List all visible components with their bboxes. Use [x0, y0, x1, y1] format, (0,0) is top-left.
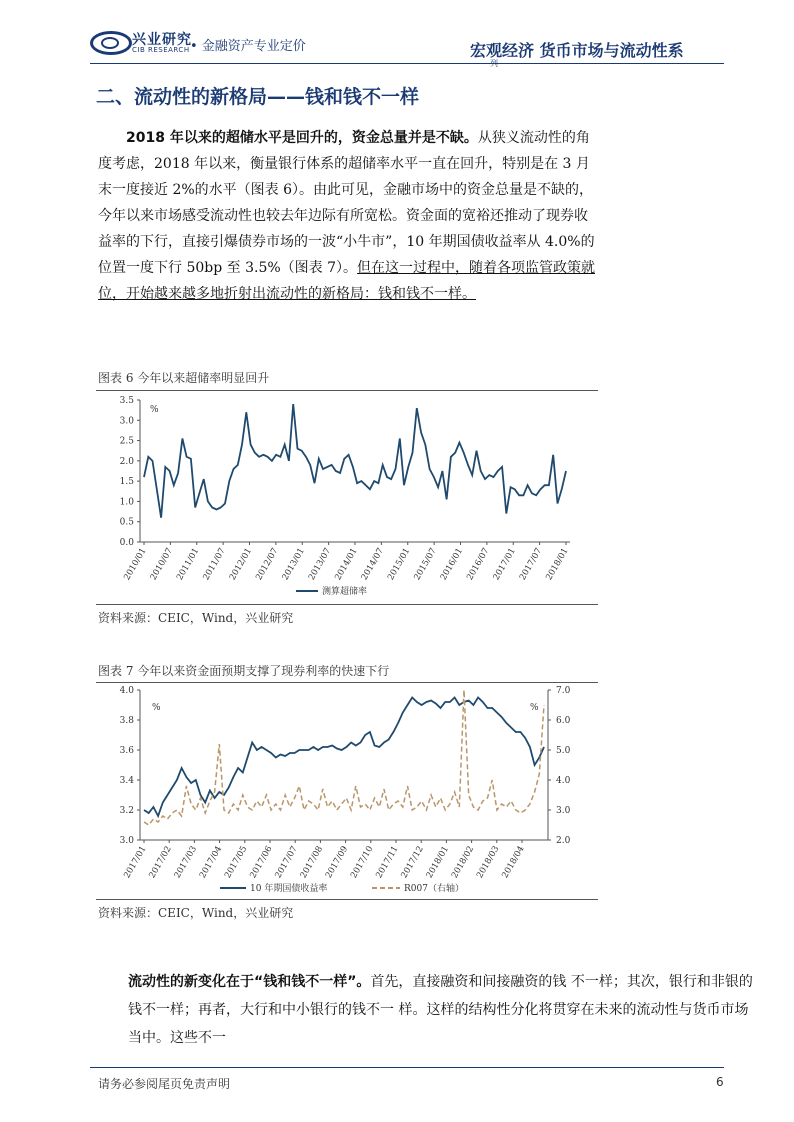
chart6-y-tick-label: 0.0: [119, 538, 134, 548]
chart6-x-tick-label: 2017/07: [517, 546, 545, 583]
chart7-top-rule: [96, 682, 598, 683]
chart7-x-tick-label: 2017/10: [349, 844, 376, 881]
section-heading: 二、流动性的新格局——钱和钱不一样: [96, 86, 420, 108]
chart6-y-tick-label: 2.5: [119, 436, 134, 447]
paragraph-2-lead: 流动性的新变化在于“钱和钱不一样”。: [128, 974, 371, 990]
chart7: [96, 684, 598, 899]
chart7-left-tick-label: 3.0: [119, 836, 134, 846]
chart6-y-tick-label: 1.5: [119, 477, 134, 488]
chart6-x-tick-label: 2013/07: [306, 546, 334, 583]
chart7-left-tick-label: 3.8: [119, 716, 134, 726]
chart7-left-unit-label: %: [152, 703, 161, 713]
chart6-y-tick-label: 3.5: [119, 396, 134, 406]
chart7-legend-label-r007: R007（右轴）: [404, 884, 464, 894]
chart7-x-tick-label: 2017/08: [298, 844, 325, 881]
chart6-top-rule: [96, 390, 598, 391]
chart6-x-tick-label: 2014/07: [359, 546, 386, 583]
chart7-right-tick-label: 6.0: [556, 716, 571, 726]
chart6-x-tick-label: 2013/01: [280, 546, 307, 583]
chart6-x-tick-label: 2011/01: [175, 546, 202, 583]
chart6-unit-label: %: [150, 405, 159, 415]
logo-en: CIB RESEARCH: [132, 46, 190, 54]
chart7-left-tick-label: 4.0: [119, 686, 134, 696]
footer-rule: [90, 1067, 724, 1068]
header-tagline: • 金融资产专业定价: [190, 39, 306, 54]
chart6-x-tick-label: 2015/01: [386, 546, 413, 583]
chart6-x-tick-label: 2012/07: [254, 546, 281, 583]
chart6-x-tick-label: 2018/01: [544, 546, 571, 583]
chart6-y-tick-label: 2.0: [119, 456, 134, 467]
chart7-x-tick-label: 2018/04: [500, 844, 527, 881]
chart7-right-tick-label: 3.0: [556, 806, 571, 816]
chart7-legend-label-10y: 10 年期国债收益率: [250, 884, 328, 894]
chart6-x-tick-label: 2012/01: [227, 546, 255, 583]
paragraph-2-body: 首先，直接融资和间接融资的钱 不一样；其次，银行和非银的钱不一样；再者，大行和中小银行的钱不一 样。这样的结构性分化将贯穿在未来的流动性与货币市场当中。这些不一: [128, 974, 753, 1046]
chart6-source: 资料来源：CEIC，Wind，兴业研究: [98, 611, 294, 625]
footer-disclaimer: 请务必参阅尾页免责声明: [98, 1077, 231, 1091]
chart7-right-tick-label: 2.0: [556, 836, 571, 846]
chart6-x-tick-label: 2014/01: [333, 546, 360, 583]
chart6-x-tick-label: 2016/01: [438, 546, 466, 583]
chart7-series-10y-line: [144, 698, 544, 817]
header-section: 宏观经济 货币市场与流动性系: [470, 41, 684, 60]
chart6-x-tick-label: 2015/07: [412, 546, 439, 583]
chart7-x-tick-label: 2017/01: [122, 844, 149, 881]
chart6-x-tick-label: 2010/07: [148, 546, 175, 583]
chart6-y-tick-label: 3.0: [119, 416, 134, 427]
chart7-x-tick-label: 2017/02: [147, 844, 174, 881]
chart7-x-tick-label: 2018/01: [424, 844, 451, 881]
chart6-caption: 图表 6 今年以来超储率明显回升: [98, 371, 270, 385]
page-number: 6: [716, 1075, 724, 1089]
chart7-x-tick-label: 2017/12: [399, 844, 426, 881]
chart6-bottom-rule: [96, 604, 598, 605]
chart6-x-tick-label: 2010/01: [122, 546, 149, 583]
chart6-series-line: [144, 404, 566, 518]
chart7-caption: 图表 7 今年以来资金面预期支撑了现券利率的快速下行: [98, 664, 390, 678]
header-rule: [90, 63, 724, 64]
chart6-plot: [120, 396, 571, 597]
chart7-x-tick-label: 2017/06: [248, 844, 275, 881]
chart7-x-tick-label: 2017/09: [323, 844, 351, 881]
chart7-x-tick-label: 2017/07: [273, 844, 300, 881]
chart6: [96, 392, 598, 604]
logo-name: 兴业研究: [132, 32, 192, 48]
chart7-x-tick-label: 2017/05: [223, 844, 250, 881]
chart6-x-tick-label: 2011/07: [201, 546, 228, 583]
paragraph-1: [98, 125, 598, 307]
chart7-left-tick-label: 3.6: [119, 746, 134, 756]
chart7-right-tick-label: 7.0: [556, 686, 571, 696]
paragraph-2: [128, 968, 758, 1052]
paragraph-1-underlined: 但在这一过程中，随着各项监管政策就位，开始越来越多地折射出流动性的新格局：钱和钱不一样。: [98, 260, 596, 302]
chart7-x-tick-label: 2017/04: [197, 844, 225, 881]
chart7-x-tick-label: 2018/03: [475, 844, 502, 881]
chart7-right-unit-label: %: [530, 703, 539, 713]
chart6-legend-label: 测算超储率: [322, 587, 368, 597]
chart6-x-tick-label: 2017/01: [491, 546, 518, 583]
chart7-series-r007-line: [144, 690, 544, 825]
paragraph-1-body: 从狭义流动性的角度考虑，2018 年以来，衡量银行体系的超储率水平一直在回升，特别是在 3 月末一度接近 2%的水平（图表 6）。由此可见，金融市场中的资金总量是不缺的，今年以来市场感受流动性也较去年边际有所宽松。资金面的宽裕还推动了现券收益率的下行，直接引爆债券市场的一波“小牛市”，10 年期国债收益率从 4.0%的位置一度下行 50bp 至 3.5%（图表 7）。: [98, 130, 595, 276]
chart7-right-tick-label: 4.0: [556, 776, 571, 786]
logo-mark: [90, 31, 132, 55]
chart7-left-tick-label: 3.4: [119, 776, 134, 786]
chart7-bottom-rule: [96, 899, 598, 900]
chart7-x-tick-label: 2018/02: [449, 844, 477, 881]
chart6-y-tick-label: 1.0: [119, 497, 134, 508]
chart7-source: 资料来源：CEIC，Wind，兴业研究: [98, 906, 294, 920]
chart7-x-tick-label: 2017/11: [374, 844, 401, 881]
chart7-plot: [120, 686, 571, 894]
chart6-x-tick-label: 2016/07: [465, 546, 492, 583]
paragraph-1-lead: 2018 年以来的超储水平是回升的，资金总量并是不缺。: [126, 130, 478, 146]
chart6-y-tick-label: 0.5: [119, 517, 134, 528]
chart7-left-tick-label: 3.2: [119, 806, 134, 816]
chart7-x-tick-label: 2017/03: [172, 844, 199, 881]
chart7-right-tick-label: 5.0: [556, 746, 571, 756]
